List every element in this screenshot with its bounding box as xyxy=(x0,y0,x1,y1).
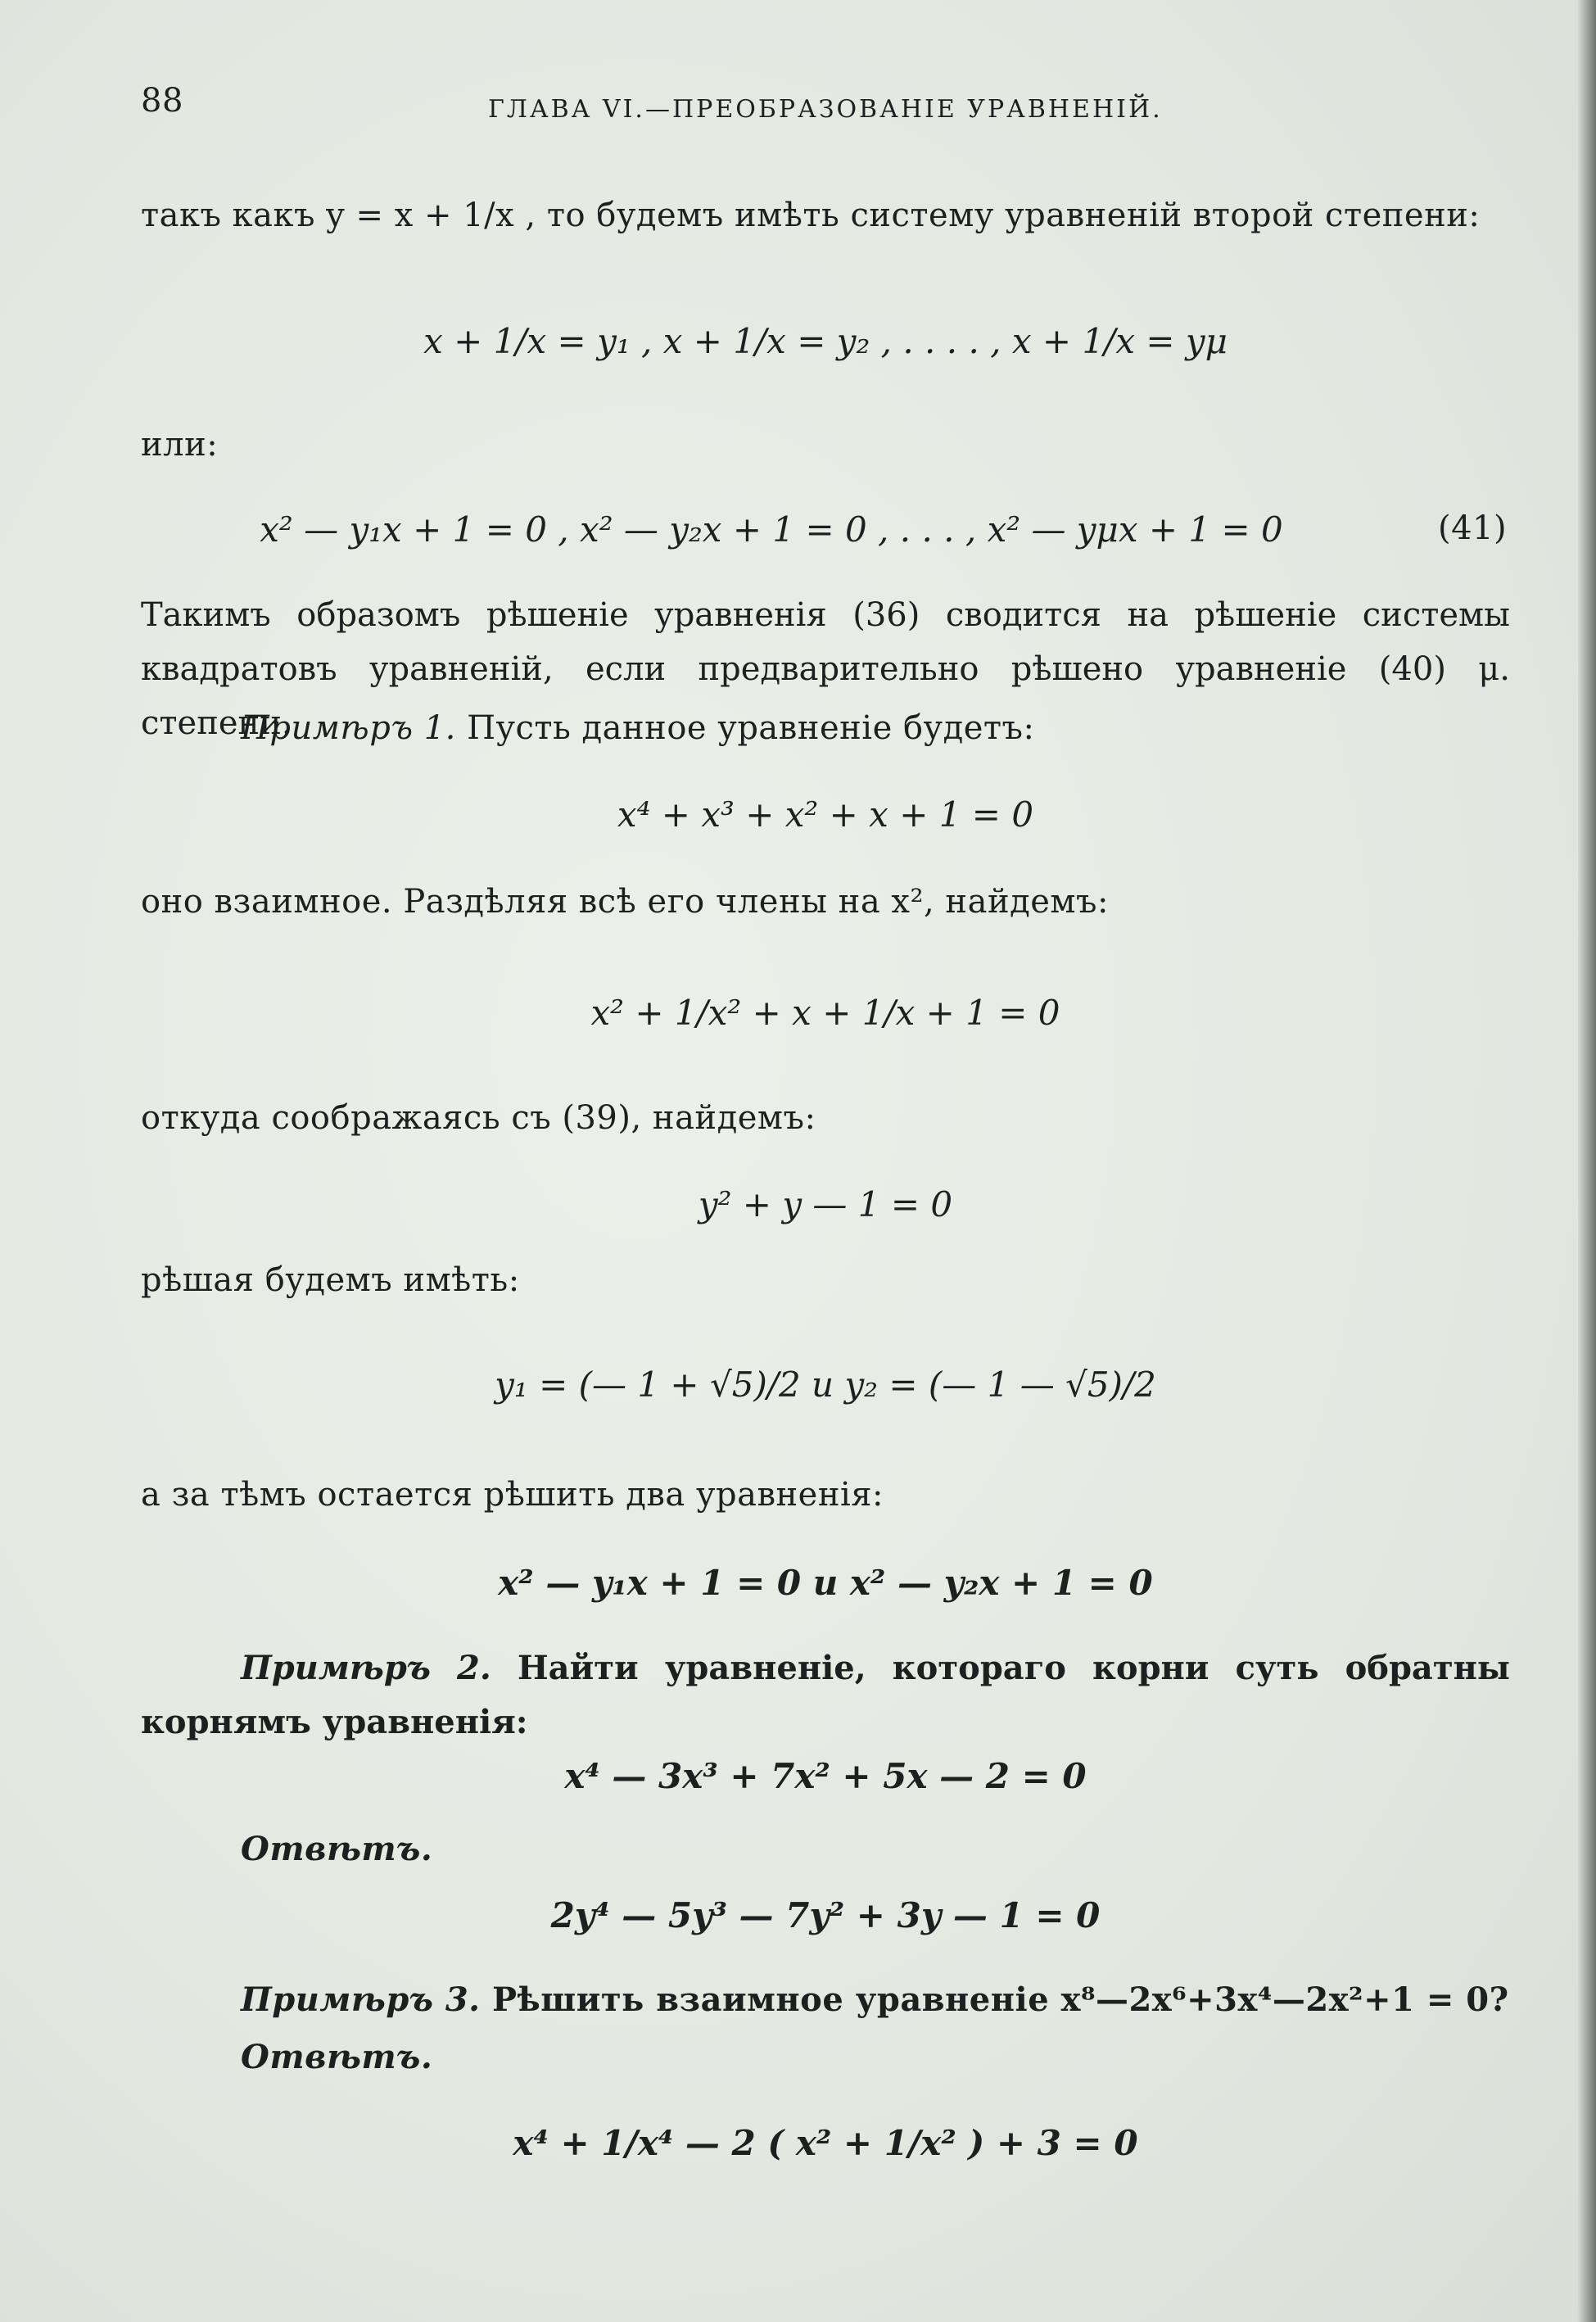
running-head: ГЛАВА VI.—ПРЕОБРАЗОВАНІЕ УРАВНЕНІЙ. xyxy=(488,95,1163,124)
page-edge-shadow xyxy=(1578,0,1596,2322)
example-2-paragraph xyxy=(141,1641,1510,1749)
equation-answer-2: 2y⁴ — 5y³ — 7y² + 3y — 1 = 0 xyxy=(550,1895,1101,1935)
example-2-label: Примѣръ 2. xyxy=(241,1649,491,1687)
answer-label-1: Отвѣтъ. xyxy=(241,1830,433,1868)
equation-roots: y₁ = (— 1 + √5)/2 и y₂ = (— 1 — √5)/2 xyxy=(495,1365,1156,1405)
example-1-text: Пусть данное уравненіе будетъ: xyxy=(455,709,1035,747)
equation-41: x² — y₁x + 1 = 0 , x² — y₂x + 1 = 0 , . . . , x² — yμx + 1 = 0 xyxy=(260,509,1283,550)
text-or: или: xyxy=(141,426,219,464)
equation-y-quadratic: y² + y — 1 = 0 xyxy=(698,1184,953,1224)
example-3-text: Рѣшить взаимное уравненіе x⁸—2x⁶+3x⁴—2x²+1 = 0? xyxy=(480,1980,1509,2019)
text-line-system: такъ какъ y = x + 1/x , то будемъ имѣть систему уравненій второй степени: xyxy=(141,197,1481,234)
text-line-two-equations: а за тѣмъ остается рѣшить два уравненія: xyxy=(141,1476,884,1514)
example-1-line xyxy=(241,709,1034,747)
equation-number-41: (41) xyxy=(1438,509,1508,547)
equation-two-quadratics: x² — y₁x + 1 = 0 и x² — y₂x + 1 = 0 xyxy=(498,1563,1153,1603)
equation-divided: x² + 1/x² + x + 1/x + 1 = 0 xyxy=(590,993,1060,1033)
paragraph-reduction: Такимъ образомъ рѣшеніе уравненія (36) сводится на рѣшеніе системы квадратовъ уравненій, если предварительно рѣшено уравненіе (40) μ. степени. xyxy=(141,596,1510,742)
equation-system-first-degree: x + 1/x = y₁ , x + 1/x = y₂ , . . . . , x + 1/x = yμ xyxy=(423,321,1228,361)
text-line-39: откуда соображаясь съ (39), найдемъ: xyxy=(141,1099,816,1137)
text-line-mutual: оно взаимное. Раздѣляя всѣ его члены на x², найдемъ: xyxy=(141,883,1109,921)
example-1-label: Примѣръ 1. xyxy=(241,709,456,747)
text-line-solving: рѣшая будемъ имѣть: xyxy=(141,1261,520,1299)
equation-answer-3: x⁴ + 1/x⁴ — 2 ( x² + 1/x² ) + 3 = 0 xyxy=(513,2123,1138,2163)
equation-example-1: x⁴ + x³ + x² + x + 1 = 0 xyxy=(617,794,1034,835)
equation-example-2: x⁴ — 3x³ + 7x² + 5x — 2 = 0 xyxy=(564,1756,1087,1796)
answer-label-2: Отвѣтъ. xyxy=(241,2038,433,2076)
example-2-text: Найти уравненіе, котораго корни суть обратны корнямъ уравненія: xyxy=(141,1649,1510,1741)
example-3-label: Примѣръ 3. xyxy=(241,1980,481,2019)
example-3-line xyxy=(241,1980,1509,2019)
page-number: 88 xyxy=(141,82,183,120)
